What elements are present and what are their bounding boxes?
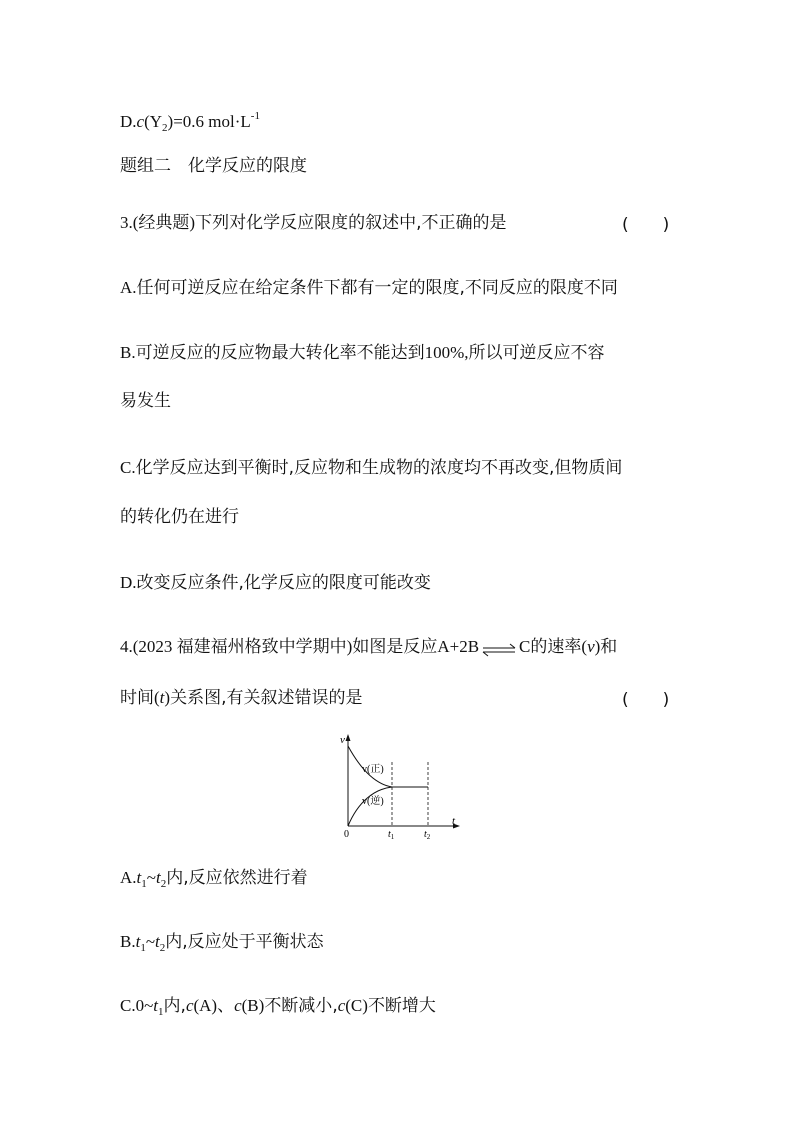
question-text: 关系图 bbox=[170, 688, 222, 708]
paren-open: ( bbox=[154, 688, 160, 707]
subscript: 1 bbox=[140, 942, 146, 954]
q4-option-b bbox=[120, 930, 324, 960]
paren-close: ) bbox=[594, 637, 601, 656]
q3-option-a bbox=[120, 276, 618, 300]
q4-stem bbox=[120, 635, 617, 659]
option-label: C.0~ bbox=[120, 996, 154, 1015]
prev-option-d bbox=[120, 104, 260, 140]
question-source: 福建福州格致中学期中 bbox=[176, 637, 347, 657]
option-text: 不断减小 bbox=[264, 996, 333, 1016]
option-label: C. bbox=[120, 458, 136, 477]
question-text: 时间 bbox=[120, 688, 154, 708]
question-text: 如图是反应 bbox=[352, 637, 438, 657]
range-tilde: ~ bbox=[145, 932, 156, 951]
time-symbol: t bbox=[159, 688, 165, 707]
separator: 、 bbox=[217, 996, 235, 1016]
percentage: 100%, bbox=[424, 343, 469, 362]
option-label: A. bbox=[120, 278, 137, 297]
range-tilde: ~ bbox=[146, 868, 156, 887]
origin-label: 0 bbox=[344, 829, 349, 840]
species-c: (C) bbox=[345, 996, 368, 1015]
option-label: B. bbox=[120, 343, 136, 362]
q4-answer-paren: ( ) bbox=[622, 690, 670, 710]
formula-text: (Y bbox=[144, 112, 163, 131]
q3-stem bbox=[120, 211, 507, 235]
option-text: , bbox=[332, 996, 338, 1016]
option-text: 任何可逆反应在给定条件下都有一定的限度 bbox=[136, 278, 460, 298]
option-text: 内 bbox=[163, 996, 181, 1016]
time-symbol: t bbox=[135, 932, 141, 951]
question-text: 的速率 bbox=[530, 637, 582, 657]
paren-close: ) bbox=[346, 637, 353, 656]
option-text: ,反应依然进行着 bbox=[183, 868, 308, 888]
superscript: -1 bbox=[250, 110, 260, 122]
q3-option-c-line2: 的转化仍在进行 bbox=[120, 507, 239, 527]
t1-label bbox=[388, 829, 395, 841]
t1-symbol: t bbox=[388, 829, 391, 840]
reverse-rate-label: v(逆) bbox=[362, 796, 384, 807]
option-label: D. bbox=[120, 112, 137, 131]
option-text: 改变反应条件 bbox=[136, 573, 239, 593]
q3-option-b-line2: 易发生 bbox=[120, 391, 171, 411]
t2-label bbox=[424, 829, 431, 841]
question-text: ,不正确的是 bbox=[416, 213, 507, 233]
species-a: (A) bbox=[193, 996, 218, 1015]
t2-subscript: 2 bbox=[426, 833, 431, 841]
time-symbol: t bbox=[136, 868, 142, 887]
option-text: 可逆反应的反应物最大转化率不能达到 bbox=[135, 343, 425, 363]
t1-subscript: 1 bbox=[390, 833, 395, 841]
option-text: ,反应物和生成物的浓度均不再改变 bbox=[288, 458, 549, 478]
option-text: ,但物质间 bbox=[549, 458, 623, 478]
paren-close: ) bbox=[189, 213, 196, 232]
option-label: B. bbox=[120, 932, 136, 951]
subscript: 2 bbox=[162, 122, 168, 134]
rate-symbol: v bbox=[587, 637, 595, 656]
equilibrium-arrow-icon bbox=[482, 640, 516, 654]
option-label: D. bbox=[120, 573, 137, 592]
y-axis-arrow bbox=[346, 734, 351, 741]
q4-stem-line2 bbox=[120, 686, 362, 710]
q4-option-c bbox=[120, 994, 436, 1024]
option-text: 内 bbox=[165, 932, 183, 952]
species-b: (B) bbox=[241, 996, 265, 1015]
option-text: ,反应处于平衡状态 bbox=[182, 932, 324, 952]
rate-time-graph bbox=[330, 732, 470, 842]
q3-option-b bbox=[120, 341, 605, 365]
option-text: 内 bbox=[166, 868, 184, 888]
question-text: 和 bbox=[600, 637, 618, 657]
q3-answer-paren: ( ) bbox=[622, 215, 670, 235]
question-text: 下列对化学反应限度的叙述中 bbox=[195, 213, 417, 233]
option-text: , bbox=[180, 996, 186, 1016]
option-text: 化学反应达到平衡时 bbox=[135, 458, 289, 478]
question-text: ,有关叙述错误的是 bbox=[221, 688, 363, 708]
q3-option-d bbox=[120, 571, 431, 595]
option-text: ,化学反应的限度可能改变 bbox=[238, 573, 431, 593]
x-axis-label: t bbox=[452, 815, 456, 827]
y-axis-label: v bbox=[340, 734, 345, 746]
subscript: 2 bbox=[160, 878, 167, 890]
option-text: 不断增大 bbox=[367, 996, 436, 1016]
formula-text: )=0.6 mol·L bbox=[167, 112, 251, 131]
section-title: 题组二 化学反应的限度 bbox=[120, 156, 307, 176]
concentration-symbol: c bbox=[185, 996, 194, 1015]
t2-symbol: t bbox=[424, 829, 427, 840]
option-text: 所以可逆反应不容 bbox=[468, 343, 605, 363]
concentration-symbol: c bbox=[234, 996, 242, 1015]
question-source: 经典题 bbox=[138, 213, 190, 233]
reaction-reactants: A+2B bbox=[437, 637, 480, 656]
subscript: 2 bbox=[159, 942, 166, 954]
paren-open: ( bbox=[581, 637, 588, 656]
subscript: 1 bbox=[141, 878, 147, 890]
time-symbol: t bbox=[153, 996, 159, 1015]
q3-option-c bbox=[120, 456, 622, 480]
question-number: 4.(2023 bbox=[120, 637, 177, 656]
option-text: ,不同反应的限度不同 bbox=[459, 278, 618, 298]
concentration-symbol: c bbox=[337, 996, 346, 1015]
time-symbol: t bbox=[155, 868, 161, 887]
subscript: 1 bbox=[158, 1006, 164, 1018]
paren-close: ) bbox=[164, 688, 171, 707]
question-number: 3.( bbox=[120, 213, 139, 232]
time-symbol: t bbox=[155, 932, 160, 951]
q4-option-a bbox=[120, 866, 308, 896]
forward-rate-label: v(正) bbox=[362, 764, 384, 775]
reaction-product: C bbox=[519, 637, 531, 656]
option-label: A. bbox=[120, 868, 137, 887]
concentration-symbol: c bbox=[136, 112, 145, 131]
